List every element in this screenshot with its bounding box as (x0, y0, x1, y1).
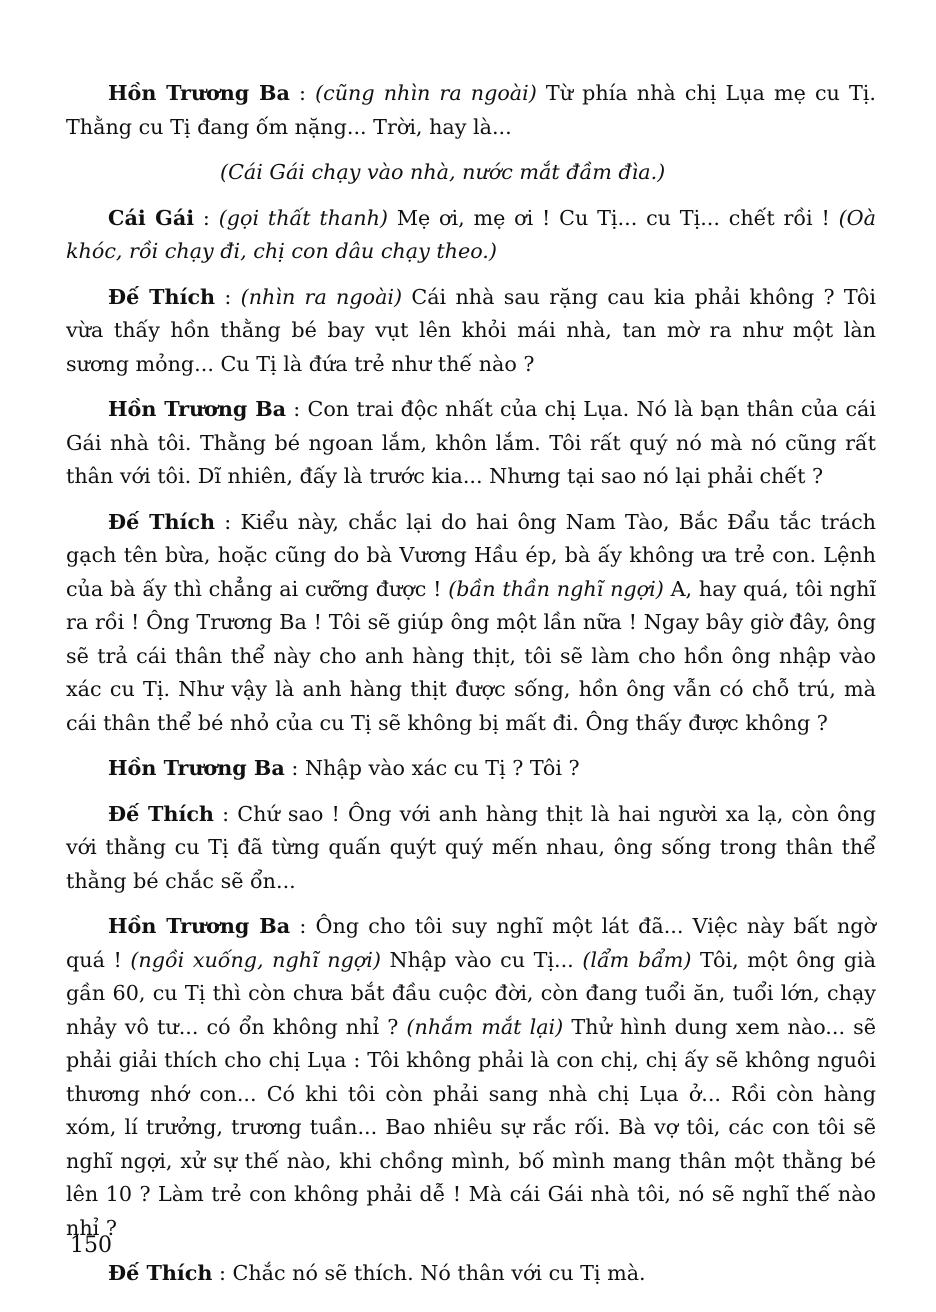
dialogue-paragraph (66, 202, 876, 269)
stage-direction-text: (bần thần nghĩ ngợi) (448, 576, 664, 601)
dialogue-text: : Nhập vào xác cu Tị ? Tôi ? (284, 756, 580, 780)
dialogue-text: Cái nhà sau rặng cau kia phải không ? Tôi vừa thấy hồn thằng bé bay vụt lên khỏi mái nhà, tan mờ ra như một làn sương mỏng... Cu Tị là đứa trẻ như thế nào ? (66, 284, 877, 376)
dialogue-paragraph (66, 1257, 876, 1291)
speaker-name: Hồn Trương Ba (108, 81, 290, 105)
dialogue-text: : Con trai độc nhất của chị Lụa. Nó là bạn thân của cái Gái nhà tôi. Thằng bé ngoan lắm, khôn lắm. Tôi rất quý nó mà nó cũng rất thân với tôi. Dĩ nhiên, đấy là trước kia... Nhưng tại sao nó lại phải chết ? (66, 397, 876, 488)
dialogue-paragraph (66, 393, 876, 494)
dialogue-text: Từ phía nhà chị Lụa mẹ cu Tị. Thằng cu Tị đang ốm nặng... Trời, hay là... (66, 81, 876, 139)
stage-direction-text: (gọi thất thanh) (218, 205, 389, 230)
stage-direction-text: (Cái Gái chạy vào nhà, nước mắt đầm đìa.) (220, 160, 666, 184)
page-body (66, 77, 876, 1303)
dialogue-paragraph (66, 752, 876, 786)
dialogue-paragraph (66, 910, 876, 1245)
dialogue-text: Tôi, một ông già gần 60, cu Tị thì còn chưa bắt đầu cuộc đời, còn đang tuổi ăn, tuổi lớn, chạy nhảy vô tư... có ổn không nhỉ ? (66, 947, 876, 1039)
speaker-name: Hồn Trương Ba (108, 914, 291, 938)
dialogue-text: Mẹ ơi, mẹ ơi ! Cu Tị... cu Tị... chết rồi ! (388, 205, 839, 230)
stage-direction-text: (lẩm bẩm) (582, 947, 692, 972)
speaker-name: Đế Thích (108, 801, 214, 826)
dialogue-text: : Chứ sao ! Ông với anh hàng thịt là hai người xa lạ, còn ông với thằng cu Tị đã từng quấn quýt quý mến nhau, ông sống trong thân thể thằng bé chắc sẽ ổn... (66, 801, 876, 893)
dialogue-paragraph (66, 798, 876, 899)
dialogue-text: : Chắc nó sẽ thích. Nó thân với cu Tị mà. (212, 1261, 646, 1285)
dialogue-text: : (215, 284, 241, 309)
stage-direction-text: (nhìn ra ngoài) (240, 284, 403, 309)
stage-direction (66, 156, 876, 190)
dialogue-text: A, hay quá, tôi nghĩ ra rồi ! Ông Trương Ba ! Tôi sẽ giúp ông một lần nữa ! Ngay bây giờ đây, ông sẽ trả cái thân thể này cho anh hàng thịt, tôi sẽ làm cho hồn ông nhập vào xác cu Tị. Như vậy là anh hàng thịt được sống, hồn ông vẫn có chỗ trú, mà cái thân thể bé nhỏ của cu Tị sẽ không bị mất đi. Ông thấy được không ? (66, 576, 877, 735)
speaker-name: Đế Thích (108, 1261, 213, 1285)
dialogue-text: Nhập vào cu Tị... (380, 947, 583, 972)
speaker-name: Hồn Trương Ba (108, 397, 287, 421)
speaker-name: Đế Thích (108, 509, 216, 534)
dialogue-text: : (194, 205, 219, 230)
dialogue-paragraph (66, 281, 876, 382)
dialogue-text: : Ông cho tôi suy nghĩ một lát đã... Việc này bất ngờ quá ! (66, 914, 876, 972)
dialogue-paragraph (66, 77, 876, 144)
dialogue-text: : Kiểu này, chắc lại do hai ông Nam Tào, Bắc Đẩu tắc trách gạch tên bừa, hoặc cũng do bà Vương Hầu ép, bà ấy không ưa trẻ con. Lệnh của bà ấy thì chẳng ai cưỡng được ! (66, 509, 876, 601)
stage-direction-text: (nhắm mắt lại) (406, 1014, 564, 1039)
dialogue-text: : (289, 81, 316, 105)
dialogue-text: Thử hình dung xem nào... sẽ phải giải thích cho chị Lụa : Tôi không phải là con chị, chị ấy sẽ không nguôi thương nhớ con... Có khi tôi còn phải sang nhà chị Lụa ở... Rồi còn hàng xóm, lí trưởng, trương tuần... Bao nhiêu sự rắc rối. Bà vợ tôi, các con tôi sẽ nghĩ ngợi, xử sự thế nào, khi chồng mình, bố mình mang thân một thằng bé lên 10 ? Làm trẻ con không phải dễ ! Mà cái Gái nhà tôi, nó sẽ nghĩ thế nào nhỉ ? (66, 1014, 877, 1240)
stage-direction-text: (cũng nhìn ra ngoài) (315, 81, 537, 105)
page-number: 150 (70, 1233, 112, 1258)
dialogue-paragraph (66, 506, 876, 741)
stage-direction-text: (Oà khóc, rồi chạy đi, chị con dâu chạy theo.) (66, 205, 876, 263)
speaker-name: Hồn Trương Ba (108, 756, 285, 780)
speaker-name: Cái Gái (108, 205, 195, 230)
speaker-name: Đế Thích (108, 284, 216, 309)
stage-direction-text: (ngồi xuống, nghĩ ngợi) (130, 947, 381, 972)
